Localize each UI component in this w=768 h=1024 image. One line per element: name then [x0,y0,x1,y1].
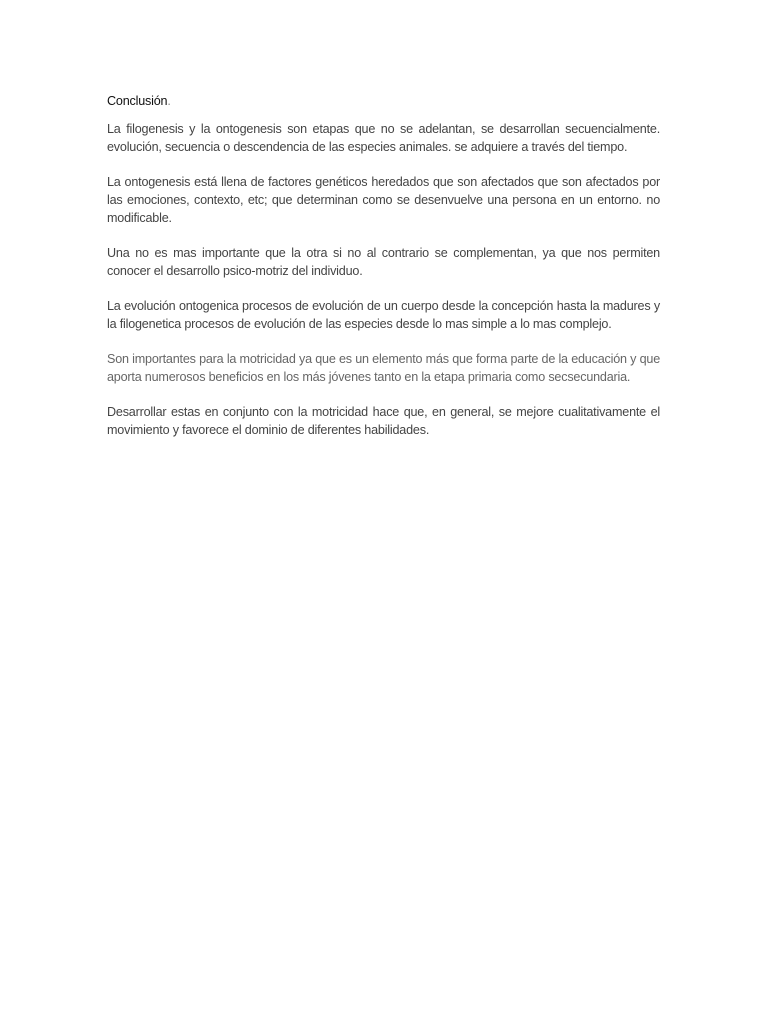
paragraph-3: Una no es mas importante que la otra si no al contrario se complementan, ya que nos permiten conocer el desarrollo psico-motriz del individuo. [107,246,660,278]
paragraph-1: La filogenesis y la ontogenesis son etapas que no se adelantan, se desarrollan secuencialmente. evolución, secuencia o descendencia de las especies animales. se adquiere a través del tiempo. [107,122,660,154]
paragraph-6: Desarrollar estas en conjunto con la motricidad hace que, en general, se mejore cualitativamente el movimiento y favorece el dominio de diferentes habilidades. [107,405,660,437]
paragraph-2: La ontogenesis está llena de factores genéticos heredados que son afectados que son afectados por las emociones, contexto, etc; que determinan como se desenvuelve una persona en un entorno. no modificable. [107,175,660,225]
heading-text: Conclusión [107,94,168,108]
paragraph-4: La evolución ontogenica procesos de evolución de un cuerpo desde la concepción hasta la madures y la filogenetica procesos de evolución de las especies desde lo mas simple a lo mas complejo. [107,299,660,331]
heading-punctuation: . [167,94,171,108]
document-body [107,92,660,456]
paragraph-5: Son importantes para la motricidad ya que es un elemento más que forma parte de la educación y que aporta numerosos beneficios en los más jóvenes tanto en la etapa primaria como secsecundaria. [107,352,660,384]
document-heading [107,92,660,110]
